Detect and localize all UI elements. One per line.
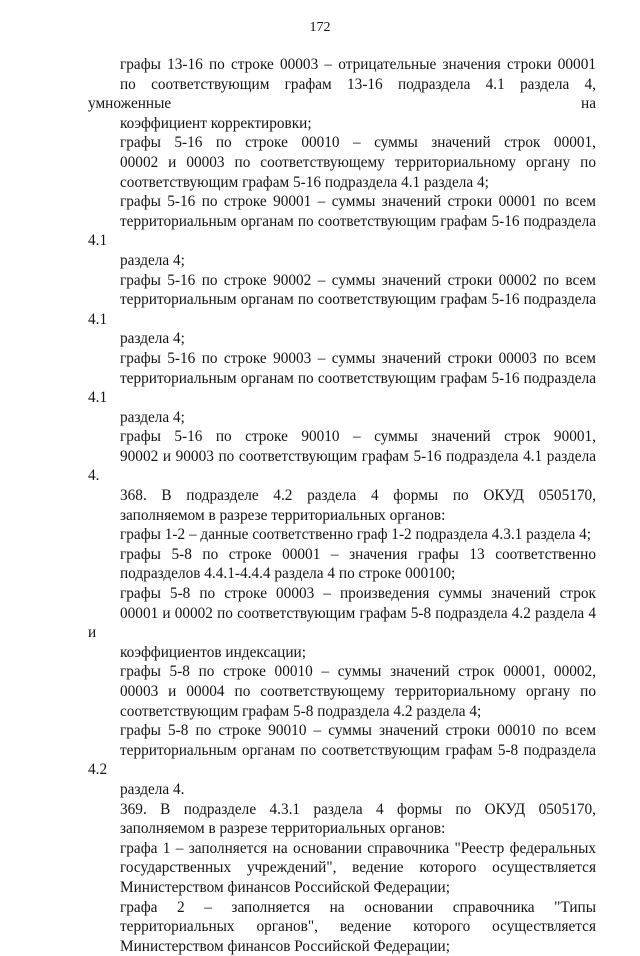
paragraph-line: соответствующим графам 5-8 подраздела 4.2 раздела 4; xyxy=(120,702,482,720)
paragraph-line: раздела 4; xyxy=(120,330,185,348)
paragraph-line: раздела 4; xyxy=(120,251,185,269)
paragraph-line: графы 5-16 по строке 90001 – суммы значений строки 00001 по всем xyxy=(120,193,596,211)
paragraph xyxy=(88,839,596,898)
paragraph-line: графы 5-8 по строке 00001 – значения графы 13 соответственно xyxy=(120,545,596,563)
paragraph-line: по соответствующим графам 13-16 подраздела 4.1 раздела 4, умноженные на xyxy=(88,75,596,113)
paragraph-line: графы 5-16 по строке 90002 – суммы значений строки 00002 по всем xyxy=(120,271,596,289)
paragraph-line: графа 2 – заполняется на основании справочника "Типы xyxy=(120,898,596,916)
paragraph xyxy=(88,486,596,525)
paragraph xyxy=(88,192,596,270)
paragraph-line: заполняемом в разрезе территориальных органов: xyxy=(120,820,446,838)
paragraph-line: графы 13-16 по строке 00003 – отрицательные значения строки 00001 xyxy=(120,56,596,73)
paragraph-line: территориальным органам по соответствующим графам 5-16 подраздела 4.1 xyxy=(88,291,596,328)
paragraph-line: графы 5-16 по строке 90003 – суммы значений строки 00003 по всем xyxy=(120,349,596,367)
paragraph-line: графы 5-8 по строке 00003 – произведения суммы значений строк xyxy=(120,585,596,603)
paragraph-line: территориальным органам по соответствующим графам 5-16 подраздела 4.1 xyxy=(88,212,596,250)
paragraph-line: графы 5-16 по строке 90010 – суммы значений строк 90001, xyxy=(120,428,596,446)
paragraph-line: 90002 и 90003 по соответствующим графам 5-16 подраздела 4.1 раздела 4. xyxy=(88,447,596,485)
paragraph-line: территориальных органов", ведение которого осуществляется xyxy=(120,918,596,936)
page-number: 172 xyxy=(309,20,331,35)
paragraph-line: раздела 4. xyxy=(120,780,185,798)
paragraph xyxy=(88,800,596,839)
paragraph-line: 00002 и 00003 по соответствующему территориальному органу по xyxy=(120,153,596,171)
paragraph xyxy=(88,721,596,799)
paragraph xyxy=(88,271,596,349)
paragraph-line: соответствующим графам 5-16 подраздела 4.1 раздела 4; xyxy=(120,173,489,191)
paragraph xyxy=(88,55,596,133)
paragraph-line: графы 1-2 – данные соответственно граф 1-2 подраздела 4.3.1 раздела 4; xyxy=(120,526,592,544)
paragraph-line: графа 1 – заполняется на основании справочника "Реестр федеральных xyxy=(120,839,596,857)
paragraph-line: 369. В подразделе 4.3.1 раздела 4 формы по ОКУД 0505170, xyxy=(120,800,596,818)
paragraph-line: Министерством финансов Российской Федерации; xyxy=(120,878,450,896)
paragraph-line: территориальным органам по соответствующим графам 5-16 подраздела 4.1 xyxy=(88,369,596,407)
document-body xyxy=(88,55,596,956)
paragraph xyxy=(88,662,596,721)
paragraph-line: территориальным органам по соответствующим графам 5-8 подраздела 4.2 xyxy=(88,741,596,779)
paragraph-line: заполняемом в разрезе территориальных органов: xyxy=(120,506,446,524)
paragraph-line: раздела 4; xyxy=(120,408,185,426)
paragraph xyxy=(88,584,596,662)
paragraph-line: графы 5-8 по строке 90010 – суммы значений строки 00010 по всем xyxy=(120,722,596,740)
paragraph-line: коэффициентов индексации; xyxy=(120,643,306,661)
paragraph-line: подразделов 4.4.1-4.4.4 раздела 4 по строке 000100; xyxy=(120,565,456,583)
paragraph-line: 368. В подразделе 4.2 раздела 4 формы по ОКУД 0505170, xyxy=(120,487,596,505)
paragraph-line: графы 5-16 по строке 00010 – суммы значений строк 00001, xyxy=(120,134,596,152)
paragraph xyxy=(88,133,596,192)
paragraph xyxy=(88,545,596,584)
paragraph-line: Министерством финансов Российской Федерации; xyxy=(120,937,450,955)
paragraph xyxy=(88,898,596,956)
paragraph xyxy=(88,427,596,486)
paragraph-line: 00003 и 00004 по соответствующему территориальному органу по xyxy=(120,683,596,700)
paragraph-line: государственных учреждений", ведение которого осуществляется xyxy=(120,859,596,877)
paragraph xyxy=(88,525,596,545)
paragraph xyxy=(88,349,596,427)
paragraph-line: 00001 и 00002 по соответствующим графам 5-8 подраздела 4.2 раздела 4 и xyxy=(88,604,596,642)
paragraph-line: графы 5-8 по строке 00010 – суммы значений строк 00001, 00002, xyxy=(120,663,596,681)
paragraph-line: коэффициент корректировки; xyxy=(120,114,312,132)
